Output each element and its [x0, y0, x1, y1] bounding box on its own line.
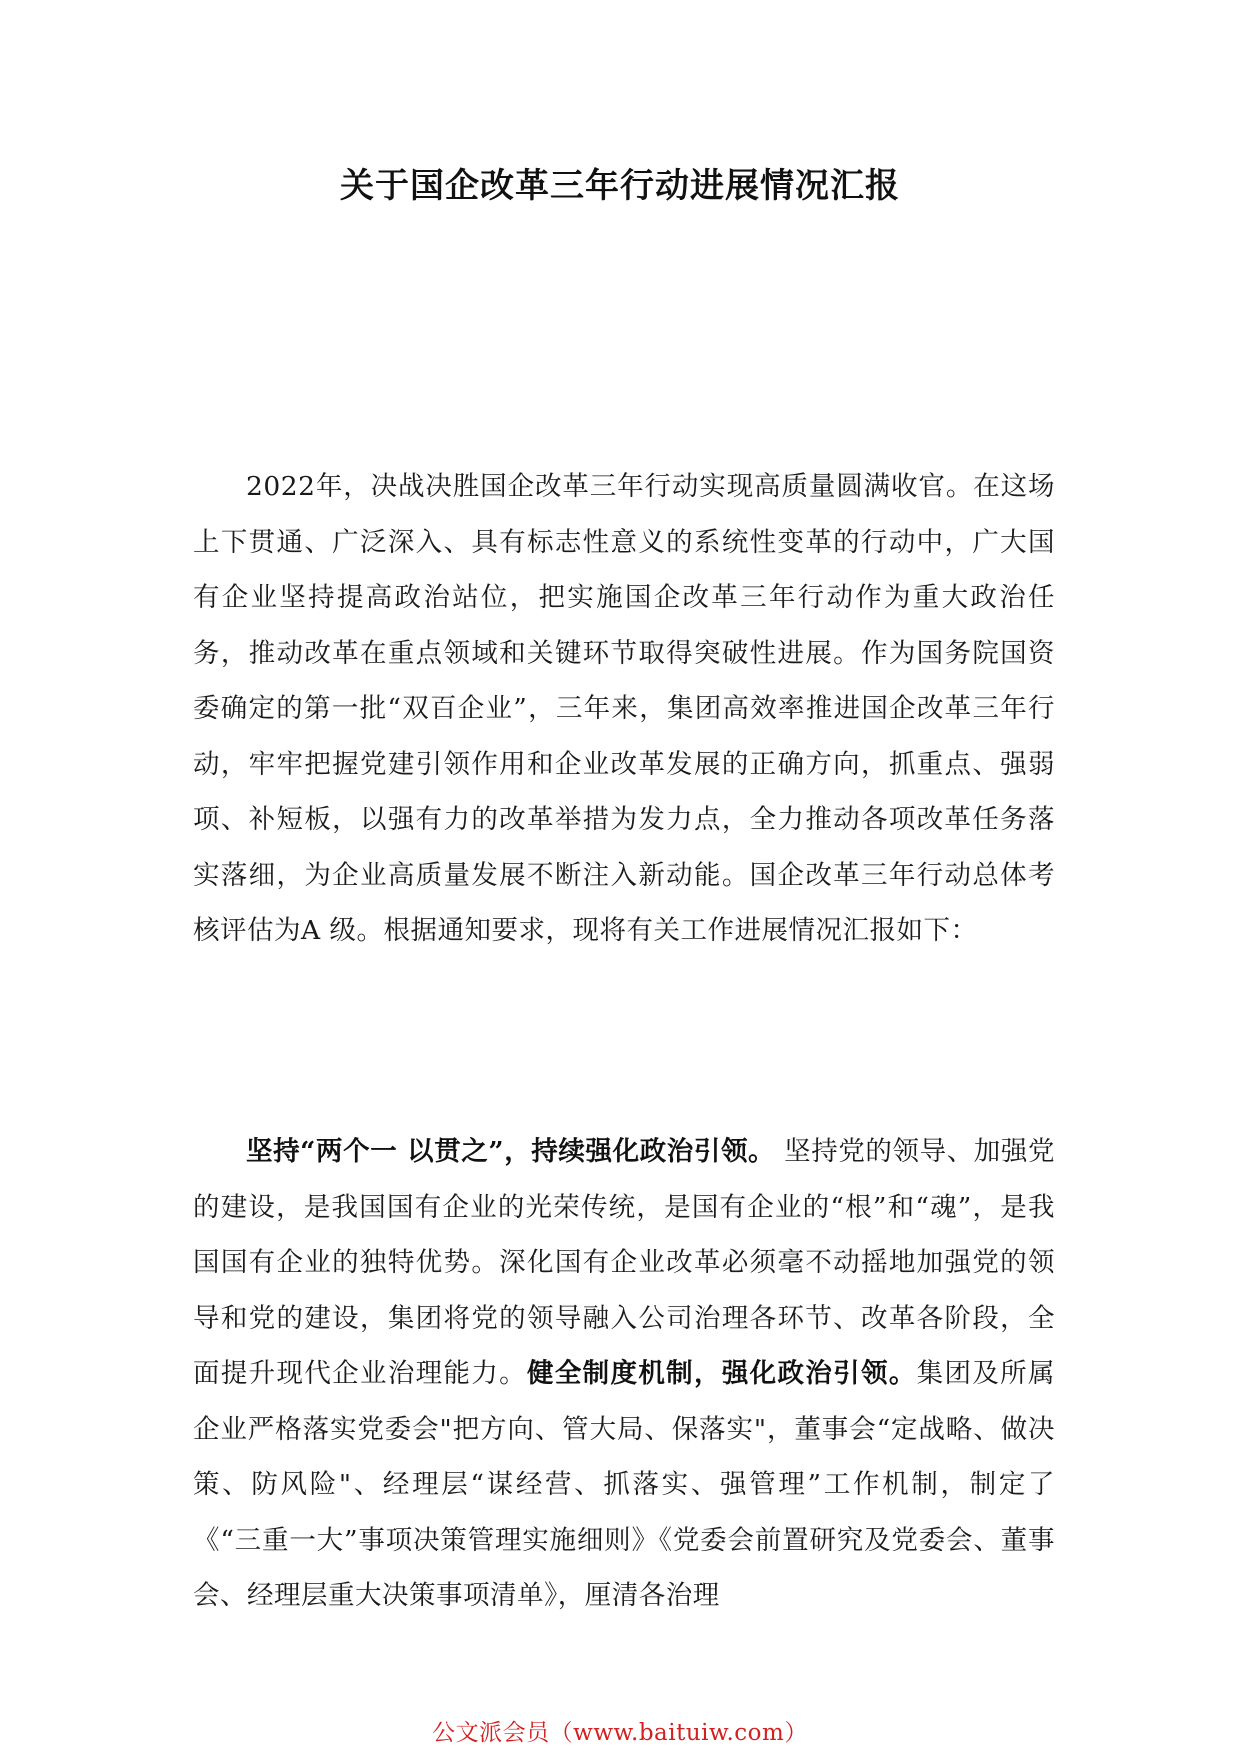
section-subheading: 健全制度机制，强化政治引领。 [527, 1358, 917, 1389]
paragraph-intro [193, 459, 1055, 959]
document-title: 关于国企改革三年行动进展情况汇报 [340, 166, 900, 206]
section-text-b: 集团及所属企业严格落实党委会"把方向、管大局、保落实"，董事会“定战略、做决策、防风险"、经理层“谋经营、抓落实、强管理”工作机制，制定了《“三重一大”事项决策管理实施细则》《党委会前置研究及党委会、董事会、经理层重大决策事项清单》，厘清各治理 [193, 1358, 1056, 1611]
footer-watermark-link[interactable]: 公文派会员（www.baituiw.com） [432, 1720, 808, 1746]
paragraph-section-1-text [193, 1124, 1055, 1624]
section-text-a: 坚持党的领导、加强党的建设，是我国国有企业的光荣传统，是国有企业的“根”和“魂”，是我国国有企业的独特优势。深化国有企业改革必须毫不动摇地加强党的领导和党的建设，集团将党的领导融入公司治理各环节、改革各阶段，全面提升现代企业治理能力。 [193, 1136, 1055, 1389]
section-heading: 坚持“两个一 以贯之”，持续强化政治引领。 [246, 1136, 776, 1167]
paragraph-section-1 [193, 1124, 1055, 1624]
paragraph-intro-text: 2022年，决战决胜国企改革三年行动实现高质量圆满收官。在这场上下贯通、广泛深入、具有标志性意义的系统性变革的行动中，广大国有企业坚持提高政治站位，把实施国企改革三年行动作为重大政治任务，推动改革在重点领域和关键环节取得突破性进展。作为国务院国资委确定的第一批“双百企业”，三年来，集团高效率推进国企改革三年行动，牢牢把握党建引领作用和企业改革发展的正确方向，抓重点、强弱项、补短板，以强有力的改革举措为发力点，全力推动各项改革任务落实落细，为企业高质量发展不断注入新动能。国企改革三年行动总体考核评估为A 级。根据通知要求，现将有关工作进展情况汇报如下： [193, 471, 1055, 946]
